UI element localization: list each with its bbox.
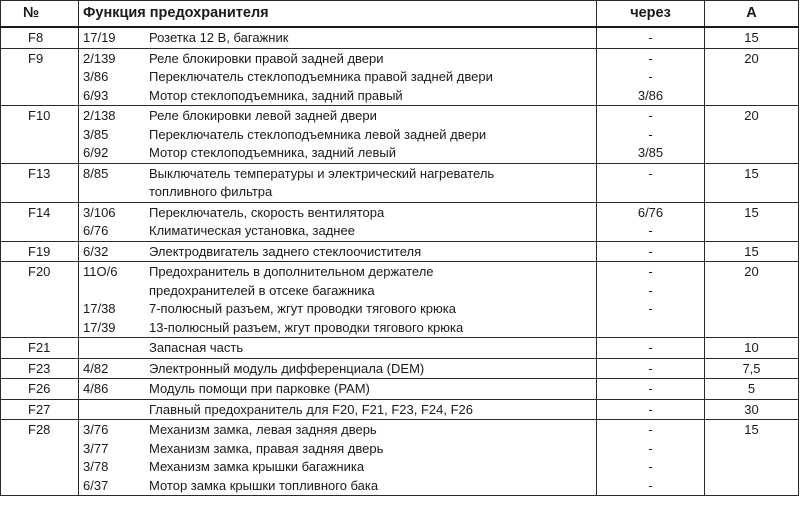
via-value: - xyxy=(648,223,653,238)
via-value: - xyxy=(648,50,653,66)
fuse-amperage: 7,5 xyxy=(705,358,799,379)
function-description: Электродвигатель заднего стеклоочистителя xyxy=(149,243,422,259)
function-description: Главный предохранитель для F20, F21, F23, F24, F26 xyxy=(149,401,474,417)
fuse-number: F9 xyxy=(1,48,79,106)
function-description: топливного фильтра xyxy=(149,184,273,199)
via-value: - xyxy=(648,340,653,355)
fuse-via-cell xyxy=(597,379,705,400)
via-value: - xyxy=(648,282,653,298)
circuit-code xyxy=(83,282,149,301)
fuse-function-cell xyxy=(79,163,597,202)
circuit-code: 2/138 xyxy=(83,108,116,123)
via-value: 6/76 xyxy=(637,204,664,220)
fuse-via-cell xyxy=(597,27,705,48)
function-line xyxy=(83,126,592,145)
function-description: 7-полюсный разъем, жгут проводки тягового крюка xyxy=(149,301,456,316)
circuit-code: 6/32 xyxy=(83,243,109,259)
fuse-amperage: 30 xyxy=(705,399,799,420)
function-description: Механизм замка, правая задняя дверь xyxy=(149,440,384,456)
circuit-code xyxy=(83,401,149,420)
via-value: - xyxy=(648,30,653,45)
function-line xyxy=(83,421,592,440)
via-value: - xyxy=(648,301,653,316)
function-description: Мотор стеклоподъемника, задний левый xyxy=(149,145,396,160)
fuse-via-cell xyxy=(597,420,705,496)
function-line xyxy=(83,222,592,241)
fuse-amperage: 20 xyxy=(705,106,799,164)
function-line xyxy=(83,440,592,459)
fuse-function-cell xyxy=(79,379,597,400)
via-value: - xyxy=(648,381,653,396)
fuse-amperage: 5 xyxy=(705,379,799,400)
function-description: Электронный модуль дифференциала (DEM) xyxy=(149,360,425,376)
function-line xyxy=(83,282,592,301)
function-description: Реле блокировки левой задней двери xyxy=(149,108,377,123)
function-description: Модуль помощи при парковке (PAM) xyxy=(149,381,370,396)
fuse-via-cell xyxy=(597,358,705,379)
function-description: Запасная часть xyxy=(149,340,244,355)
via-value: - xyxy=(648,108,653,123)
fuse-amperage: 10 xyxy=(705,338,799,359)
function-line xyxy=(83,68,592,87)
circuit-code: 17/38 xyxy=(83,301,116,316)
circuit-code: 17/39 xyxy=(83,319,116,335)
fuse-number: F13 xyxy=(1,163,79,202)
via-value: - xyxy=(648,440,653,456)
via-value: - xyxy=(648,459,653,474)
circuit-code: 6/76 xyxy=(83,223,109,238)
via-value: 3/86 xyxy=(637,87,664,103)
fuse-via-cell xyxy=(597,106,705,164)
fuse-via-cell xyxy=(597,338,705,359)
fuse-number: F27 xyxy=(1,399,79,420)
function-description: Переключатель стеклоподъемника правой задней двери xyxy=(149,69,493,84)
function-description: Выключатель температуры и электрический нагреватель xyxy=(149,165,495,181)
table-row xyxy=(1,420,799,496)
header-amp: А xyxy=(705,1,799,28)
header-via: через xyxy=(597,1,705,28)
function-description: 13-полюсный разъем, жгут проводки тягового крюка xyxy=(149,319,464,335)
fuse-amperage: 15 xyxy=(705,163,799,202)
fuse-function-cell xyxy=(79,338,597,359)
circuit-code: 2/139 xyxy=(83,50,116,66)
table-row xyxy=(1,106,799,164)
function-line xyxy=(83,165,592,184)
table-row xyxy=(1,262,799,338)
function-line xyxy=(83,87,592,106)
fuse-function-cell xyxy=(79,420,597,496)
function-line xyxy=(83,380,592,399)
circuit-code: 3/77 xyxy=(83,440,109,456)
function-line xyxy=(83,107,592,126)
table-row xyxy=(1,241,799,262)
circuit-code: 4/86 xyxy=(83,381,109,396)
fuse-number: F10 xyxy=(1,106,79,164)
function-line xyxy=(83,319,592,338)
circuit-code: 6/37 xyxy=(83,477,109,493)
function-description: Переключатель, скорость вентилятора xyxy=(149,204,385,220)
via-value: - xyxy=(648,477,653,493)
via-value xyxy=(601,183,700,202)
function-description: Розетка 12 В, багажник xyxy=(149,30,289,45)
via-value: - xyxy=(648,264,653,279)
fuse-via-cell xyxy=(597,48,705,106)
fuse-function-cell xyxy=(79,241,597,262)
function-line xyxy=(83,144,592,163)
fuse-amperage: 15 xyxy=(705,27,799,48)
function-description: Мотор стеклоподъемника, задний правый xyxy=(149,87,403,103)
table-row xyxy=(1,399,799,420)
fuse-function-cell xyxy=(79,106,597,164)
via-value: - xyxy=(648,422,653,437)
function-line xyxy=(83,29,592,48)
table-row xyxy=(1,163,799,202)
circuit-code: 6/92 xyxy=(83,145,109,160)
table-row xyxy=(1,202,799,241)
via-value: - xyxy=(648,401,653,417)
function-description: Механизм замка крышки багажника xyxy=(149,459,365,474)
fuse-function-cell xyxy=(79,399,597,420)
table-row xyxy=(1,379,799,400)
table-body xyxy=(1,27,799,496)
function-line xyxy=(83,360,592,379)
fuse-amperage: 15 xyxy=(705,241,799,262)
circuit-code xyxy=(83,339,149,358)
function-description: Климатическая установка, заднее xyxy=(149,223,355,238)
via-value: - xyxy=(648,69,653,84)
fuse-amperage: 20 xyxy=(705,48,799,106)
table-row xyxy=(1,48,799,106)
circuit-code: 3/76 xyxy=(83,422,109,437)
via-value: - xyxy=(648,126,653,142)
fuse-number: F14 xyxy=(1,202,79,241)
function-description: Предохранитель в дополнительном держателе xyxy=(149,264,434,279)
fuse-amperage: 15 xyxy=(705,202,799,241)
fuse-function-cell xyxy=(79,48,597,106)
table-row xyxy=(1,27,799,48)
function-line xyxy=(83,50,592,69)
fuse-number: F26 xyxy=(1,379,79,400)
fuse-via-cell xyxy=(597,399,705,420)
fuse-via-cell xyxy=(597,163,705,202)
fuse-number: F8 xyxy=(1,27,79,48)
via-value: - xyxy=(648,360,653,376)
fuse-via-cell xyxy=(597,241,705,262)
circuit-code xyxy=(83,183,149,202)
function-line xyxy=(83,243,592,262)
function-line xyxy=(83,401,592,420)
circuit-code: 3/85 xyxy=(83,126,109,142)
fuse-number: F20 xyxy=(1,262,79,338)
fuse-function-cell xyxy=(79,358,597,379)
function-line xyxy=(83,300,592,319)
circuit-code: 3/78 xyxy=(83,459,109,474)
circuit-code: 11О/6 xyxy=(83,264,118,279)
function-description: Мотор замка крышки топливного бака xyxy=(149,477,379,493)
function-line xyxy=(83,477,592,496)
via-value: - xyxy=(648,165,653,181)
function-line xyxy=(83,204,592,223)
fuse-number: F21 xyxy=(1,338,79,359)
circuit-code: 8/85 xyxy=(83,165,109,181)
table-row xyxy=(1,338,799,359)
via-value xyxy=(601,319,700,338)
fuse-amperage: 20 xyxy=(705,262,799,338)
circuit-code: 3/106 xyxy=(83,204,116,220)
table-header-row xyxy=(1,1,799,28)
circuit-code: 3/86 xyxy=(83,69,109,84)
fuse-via-cell xyxy=(597,202,705,241)
fuse-function-cell xyxy=(79,27,597,48)
function-description: Переключатель стеклоподъемника левой задней двери xyxy=(149,126,487,142)
via-value: - xyxy=(648,243,653,259)
function-description: предохранителей в отсеке багажника xyxy=(149,282,375,298)
function-line xyxy=(83,458,592,477)
fuse-via-cell xyxy=(597,262,705,338)
circuit-code: 17/19 xyxy=(83,30,116,45)
function-line xyxy=(83,263,592,282)
function-line xyxy=(83,339,592,358)
fuse-number: F23 xyxy=(1,358,79,379)
header-function: Функция предохранителя xyxy=(79,1,597,28)
fuse-function-cell xyxy=(79,262,597,338)
header-num: № xyxy=(1,1,79,28)
fuse-amperage: 15 xyxy=(705,420,799,496)
via-value: 3/85 xyxy=(637,145,664,160)
function-description: Механизм замка, левая задняя дверь xyxy=(149,422,377,437)
circuit-code: 6/93 xyxy=(83,87,109,103)
table-row xyxy=(1,358,799,379)
fuse-number: F19 xyxy=(1,241,79,262)
function-description: Реле блокировки правой задней двери xyxy=(149,50,384,66)
fuse-function-cell xyxy=(79,202,597,241)
fuse-number: F28 xyxy=(1,420,79,496)
circuit-code: 4/82 xyxy=(83,360,109,376)
function-line xyxy=(83,183,592,202)
